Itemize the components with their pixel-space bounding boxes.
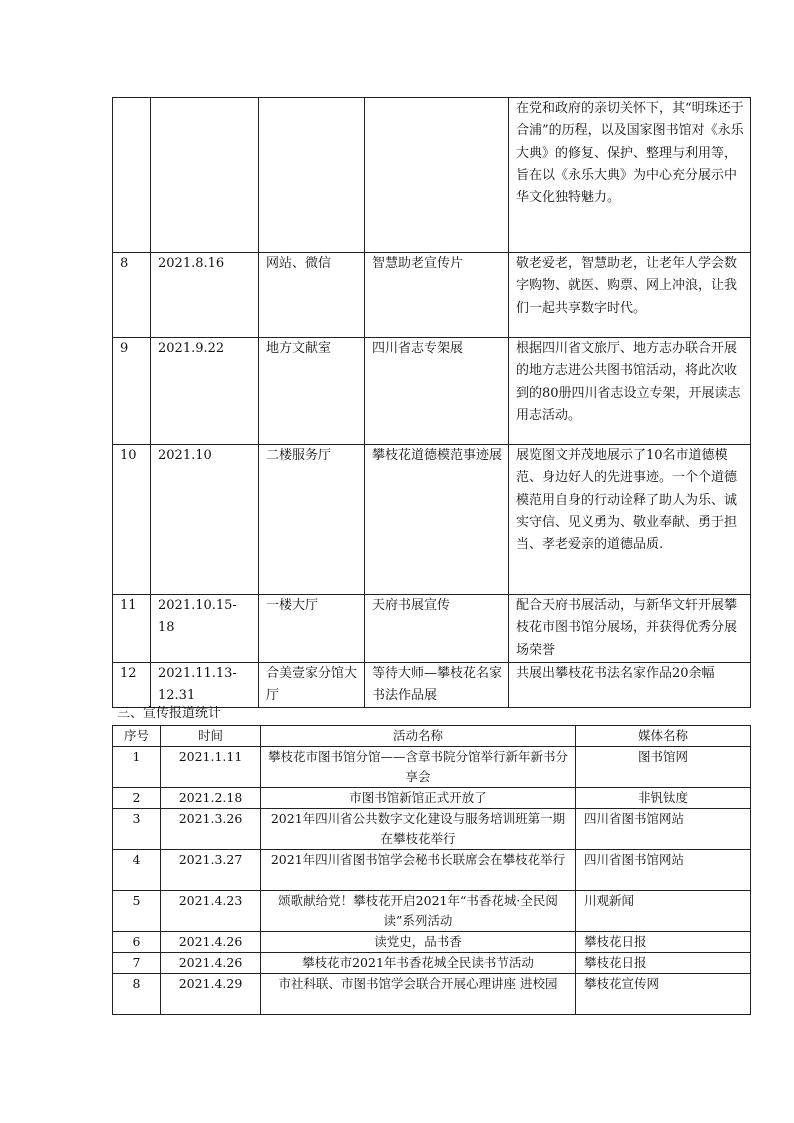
row-media: 四川省图书馆网站 xyxy=(576,809,751,850)
row-number xyxy=(113,98,151,253)
row-place xyxy=(259,98,365,253)
header-media: 媒体名称 xyxy=(576,726,751,747)
row-number: 12 xyxy=(113,662,151,708)
row-place: 二楼服务厅 xyxy=(259,445,365,595)
table-row xyxy=(113,445,751,595)
table-row xyxy=(113,891,751,932)
table-row xyxy=(113,595,751,663)
header-number: 序号 xyxy=(113,726,161,747)
row-activity: 攀枝花市图书馆分馆——含章书院分馆举行新年新书分享会 xyxy=(261,747,576,788)
row-date: 2021.1.11 xyxy=(161,747,261,788)
row-activity: 2021年四川省图书馆学会秘书长联席会在攀枝花举行 xyxy=(261,850,576,891)
row-date xyxy=(151,98,259,253)
row-number: 3 xyxy=(113,809,161,850)
row-title: 天府书展宣传 xyxy=(365,595,509,663)
row-date: 2021.4.29 xyxy=(161,974,261,1015)
row-activity: 2021年四川省公共数字文化建设与服务培训班第一期在攀枝花举行 xyxy=(261,809,576,850)
row-media: 川观新闻 xyxy=(576,891,751,932)
row-date: 2021.10.15-18 xyxy=(151,595,259,663)
table-row xyxy=(113,850,751,891)
table-row xyxy=(113,932,751,953)
row-place: 合美壹家分馆大厅 xyxy=(259,662,365,708)
row-media: 图书馆网 xyxy=(576,747,751,788)
media-report-table xyxy=(112,725,751,1015)
row-number: 4 xyxy=(113,850,161,891)
row-activity: 读党史，品书香 xyxy=(261,932,576,953)
row-title: 等待大师—攀枝花名家书法作品展 xyxy=(365,662,509,708)
row-date: 2021.4.23 xyxy=(161,891,261,932)
row-number: 8 xyxy=(113,253,151,338)
table-header-row xyxy=(113,726,751,747)
row-description: 配合天府书展活动，与新华文轩开展攀枝花市图书馆分展场，并获得优秀分展场荣誉 xyxy=(509,595,751,663)
row-place: 一楼大厅 xyxy=(259,595,365,663)
row-title: 四川省志专架展 xyxy=(365,338,509,445)
row-activity: 颂歌献给党！攀枝花开启2021年“书香花城·全民阅读”系列活动 xyxy=(261,891,576,932)
row-description: 共展出攀枝花书法名家作品20余幅 xyxy=(509,662,751,708)
row-number: 5 xyxy=(113,891,161,932)
row-description: 在党和政府的亲切关怀下，其“明珠还于合浦”的历程，以及国家图书馆对《永乐大典》的修复、保护、整理与利用等，旨在以《永乐大典》为中心充分展示中华文化独特魅力。 xyxy=(509,98,751,253)
row-activity: 市社科联、市图书馆学会联合开展心理讲座 进校园 xyxy=(261,974,576,1015)
row-number: 6 xyxy=(113,932,161,953)
row-description: 敬老爱老，智慧助老，让老年人学会数字购物、就医、购票、网上冲浪，让我们一起共享数字时代。 xyxy=(509,253,751,338)
row-place: 网站、微信 xyxy=(259,253,365,338)
row-date: 2021.4.26 xyxy=(161,932,261,953)
row-date: 2021.3.26 xyxy=(161,809,261,850)
table-row xyxy=(113,98,751,253)
row-number: 9 xyxy=(113,338,151,445)
section-title: 三、宣传报道统计 xyxy=(117,706,222,721)
row-date: 2021.4.26 xyxy=(161,953,261,974)
row-number: 2 xyxy=(113,788,161,809)
row-number: 7 xyxy=(113,953,161,974)
table-row xyxy=(113,953,751,974)
row-title xyxy=(365,98,509,253)
row-place: 地方文献室 xyxy=(259,338,365,445)
table-row xyxy=(113,809,751,850)
row-title: 攀枝花道德模范事迹展 xyxy=(365,445,509,595)
row-activity: 市图书馆新馆正式开放了 xyxy=(261,788,576,809)
row-number: 10 xyxy=(113,445,151,595)
table-row xyxy=(113,338,751,445)
row-date: 2021.8.16 xyxy=(151,253,259,338)
row-description: 展览图文并茂地展示了10名市道德模范、身边好人的先进事迹。一个个道德模范用自身的行动诠释了助人为乐、诚实守信、见义勇为、敬业奉献、勇于担当、孝老爱亲的道德品质. xyxy=(509,445,751,595)
row-media: 攀枝花日报 xyxy=(576,953,751,974)
exhibition-table-continued xyxy=(112,97,751,708)
row-description: 根据四川省文旅厅、地方志办联合开展的地方志进公共图书馆活动，将此次收到的80册四川省志设立专架，开展读志用志活动。 xyxy=(509,338,751,445)
row-number: 1 xyxy=(113,747,161,788)
row-date: 2021.10 xyxy=(151,445,259,595)
row-activity: 攀枝花市2021年书香花城全民读书节活动 xyxy=(261,953,576,974)
row-date: 2021.9.22 xyxy=(151,338,259,445)
row-number: 8 xyxy=(113,974,161,1015)
row-media: 攀枝花宣传网 xyxy=(576,974,751,1015)
row-number: 11 xyxy=(113,595,151,663)
row-date: 2021.11.13-12.31 xyxy=(151,662,259,708)
table-row xyxy=(113,747,751,788)
header-date: 时间 xyxy=(161,726,261,747)
header-activity: 活动名称 xyxy=(261,726,576,747)
row-date: 2021.3.27 xyxy=(161,850,261,891)
row-date: 2021.2.18 xyxy=(161,788,261,809)
table-row xyxy=(113,788,751,809)
table-row xyxy=(113,974,751,1015)
row-media: 攀枝花日报 xyxy=(576,932,751,953)
row-media: 非钒钛度 xyxy=(576,788,751,809)
row-title: 智慧助老宣传片 xyxy=(365,253,509,338)
table-row xyxy=(113,253,751,338)
row-media: 四川省图书馆网站 xyxy=(576,850,751,891)
table-row xyxy=(113,662,751,708)
